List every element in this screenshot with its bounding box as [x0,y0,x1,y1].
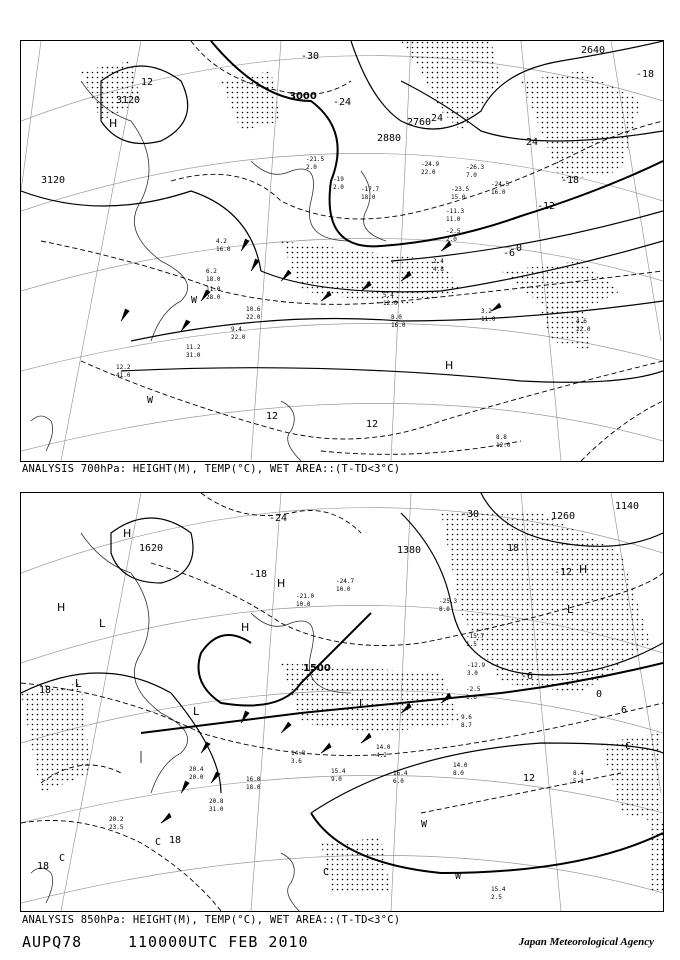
agency-name: Japan Meteorological Agency [518,936,654,948]
obs-temp: -24.7 [336,578,355,585]
temp-label: -30 [461,509,480,520]
obs-dew: 8.0 [453,770,464,777]
obs-temp: -11.3 [446,208,465,215]
obs-temp: -19 [333,176,344,183]
temp-label: 0 [596,689,603,700]
obs-temp: 8.4 [573,770,584,777]
obs-temp: 20.4 [189,766,204,773]
obs-temp: 10.6 [246,306,261,313]
obs-dew: 20.0 [189,774,204,781]
obs-temp: -21.0 [296,593,315,600]
obs-temp: 15.4 [331,768,346,775]
obs-temp: -26.3 [466,164,485,171]
height-label: 2880 [377,133,402,144]
temp-label: -24 [333,97,352,108]
obs-dew: 10.0 [296,601,311,608]
chart-id: AUPQ78 [22,933,83,951]
obs-dew: 31.0 [186,352,201,359]
obs-temp: 8.0 [391,314,402,321]
high-pressure-center: H [277,577,286,590]
obs-dew: 6.0 [393,778,404,785]
obs-temp: -25.3 [439,598,458,605]
temp-label: 12 [523,773,536,784]
obs-dew: 23.5 [109,824,124,831]
obs-temp: 6.2 [206,268,217,275]
obs-dew: 4.2 [376,752,387,759]
temp-label: -18 [249,569,268,580]
obs-temp: -17.7 [361,186,380,193]
obs-dew: 12.0 [496,442,511,449]
map-700hpa [20,40,664,462]
temp-label: -18 [636,69,655,80]
obs-dew: 18.0 [246,784,261,791]
temp-label: 12 [266,411,279,422]
temp-label: 12 [141,77,154,88]
obs-dew: 2.0 [306,164,317,171]
obs-dew: 15.0 [451,194,466,201]
temp-label: -6 [521,671,534,682]
temp-label: -12 [537,201,556,212]
obs-temp: 14.0 [453,762,468,769]
height-label: 2760 [407,117,432,128]
temp-label: -30 [301,51,320,62]
low-pressure-center: L [193,705,200,718]
warm-center: W [421,819,428,830]
high-pressure-center: H [57,601,66,614]
obs-temp: 16.4 [393,770,408,777]
obs-dew: 2.0 [446,236,457,243]
obs-temp: 14.0 [376,744,391,751]
obs-temp: -2.5 [446,228,461,235]
obs-dew: 5.1 [573,778,584,785]
obs-temp: 9.4 [231,326,242,333]
temp-label: 24 [431,113,444,124]
obs-temp: -24.9 [421,161,440,168]
cold-center: C [59,853,66,864]
temp-label: 6 [621,705,628,716]
temp-label: 0 [516,243,523,254]
obs-temp: 2.4 [433,258,444,265]
obs-temp: 9.6 [461,714,472,721]
obs-dew: 8.0 [439,606,450,613]
obs-dew: 1.5 [466,641,477,648]
low-pressure-center: L [75,677,82,690]
obs-dew: 9.0 [331,776,342,783]
obs-dew: 16.0 [491,189,506,196]
low-pressure-center: L [359,697,366,710]
obs-dew: 28.0 [206,294,221,301]
obs-dew: 31.0 [209,806,224,813]
valid-time: 110000UTC FEB 2010 [128,933,309,951]
obs-dew: 2.0 [333,184,344,191]
obs-dew: 1.6 [466,694,477,701]
cold-center: C [625,741,632,752]
obs-temp: 4.2 [216,238,227,245]
high-pressure-center: H [109,117,118,130]
obs-temp: 16.0 [246,776,261,783]
obs-temp: 11.0 [206,286,221,293]
temp-label: 24 [526,137,539,148]
obs-dew: 16.0 [216,246,231,253]
obs-dew: 2.5 [491,894,502,901]
map-700hpa-canvas [21,41,663,461]
low-pressure-center: L [567,603,574,616]
cold-center: C [323,867,330,878]
height-label: 3000 [289,91,317,102]
warm-center: W [147,395,154,406]
warm-center: W [191,295,198,306]
height-label: 1500 [303,663,331,674]
height-label: 3120 [116,95,141,106]
obs-dew: 10.0 [336,586,351,593]
obs-dew: 8.7 [461,722,472,729]
height-label: 1260 [551,511,576,522]
temp-label: -12 [554,567,573,578]
obs-dew: 3.0 [467,670,478,677]
high-pressure-center: H [445,359,454,372]
obs-temp: 20.2 [109,816,124,823]
temp-label: 12 [366,419,379,430]
height-label: 1620 [139,543,164,554]
obs-dew: 41.0 [116,372,131,379]
height-label: 2640 [581,45,606,56]
station-observations [116,156,591,449]
obs-dew: 3.6 [291,758,302,765]
obs-dew: 22.0 [421,169,436,176]
cold-center: C [155,837,162,848]
high-pressure-center: H [123,527,132,540]
obs-dew: 22.0 [576,326,591,333]
obs-temp: 20.8 [209,798,224,805]
caption-700hpa: ANALYSIS 700hPa: HEIGHT(M), TEMP(°C), WET AREA::(T-TD<3°C) [22,463,401,475]
map-850hpa [20,492,664,912]
caption-850hpa: ANALYSIS 850hPa: HEIGHT(M), TEMP(°C), WET AREA::(T-TD<3°C) [22,914,401,926]
temp-label: 18 [37,861,50,872]
obs-dew: 4.8 [433,266,444,273]
temp-label: 18 [169,835,182,846]
low-pressure-center: L [99,617,106,630]
temp-label: -6 [503,248,516,259]
high-pressure-center: H [579,563,588,576]
obs-temp: 3.2 [481,308,492,315]
map-850hpa-canvas [21,493,663,911]
obs-temp: 8.8 [496,434,507,441]
height-label: 1140 [615,501,640,512]
obs-temp: 12.2 [116,364,131,371]
obs-dew: 22.0 [231,334,246,341]
obs-dew: 11.0 [446,216,461,223]
obs-dew: 11.0 [481,316,496,323]
obs-dew: 18.0 [206,276,221,283]
obs-temp: -12.9 [467,662,486,669]
obs-temp: -24.5 [491,181,510,188]
obs-dew: 16.0 [391,322,406,329]
obs-temp: 11.2 [186,344,201,351]
obs-temp: -23.5 [451,186,470,193]
obs-dew: 18.0 [361,194,376,201]
height-label: 1380 [397,545,422,556]
obs-dew: 7.0 [466,172,477,179]
obs-temp: 4.6 [576,318,587,325]
obs-temp: 14.8 [291,750,306,757]
obs-dew: 22.0 [246,314,261,321]
temp-label: 18 [507,543,520,554]
obs-temp: 5.4 [383,292,394,299]
temp-label: -24 [269,513,288,524]
warm-center: W [455,871,462,882]
obs-temp: -2.5 [466,686,481,693]
obs-temp: -15.7 [466,633,485,640]
obs-temp: -21.5 [306,156,325,163]
height-label: 3120 [41,175,66,186]
temp-label: 18 [39,685,52,696]
high-pressure-center: H [241,621,250,634]
obs-temp: 15.4 [491,886,506,893]
temp-label: -18 [561,175,580,186]
obs-dew: 12.0 [383,300,398,307]
